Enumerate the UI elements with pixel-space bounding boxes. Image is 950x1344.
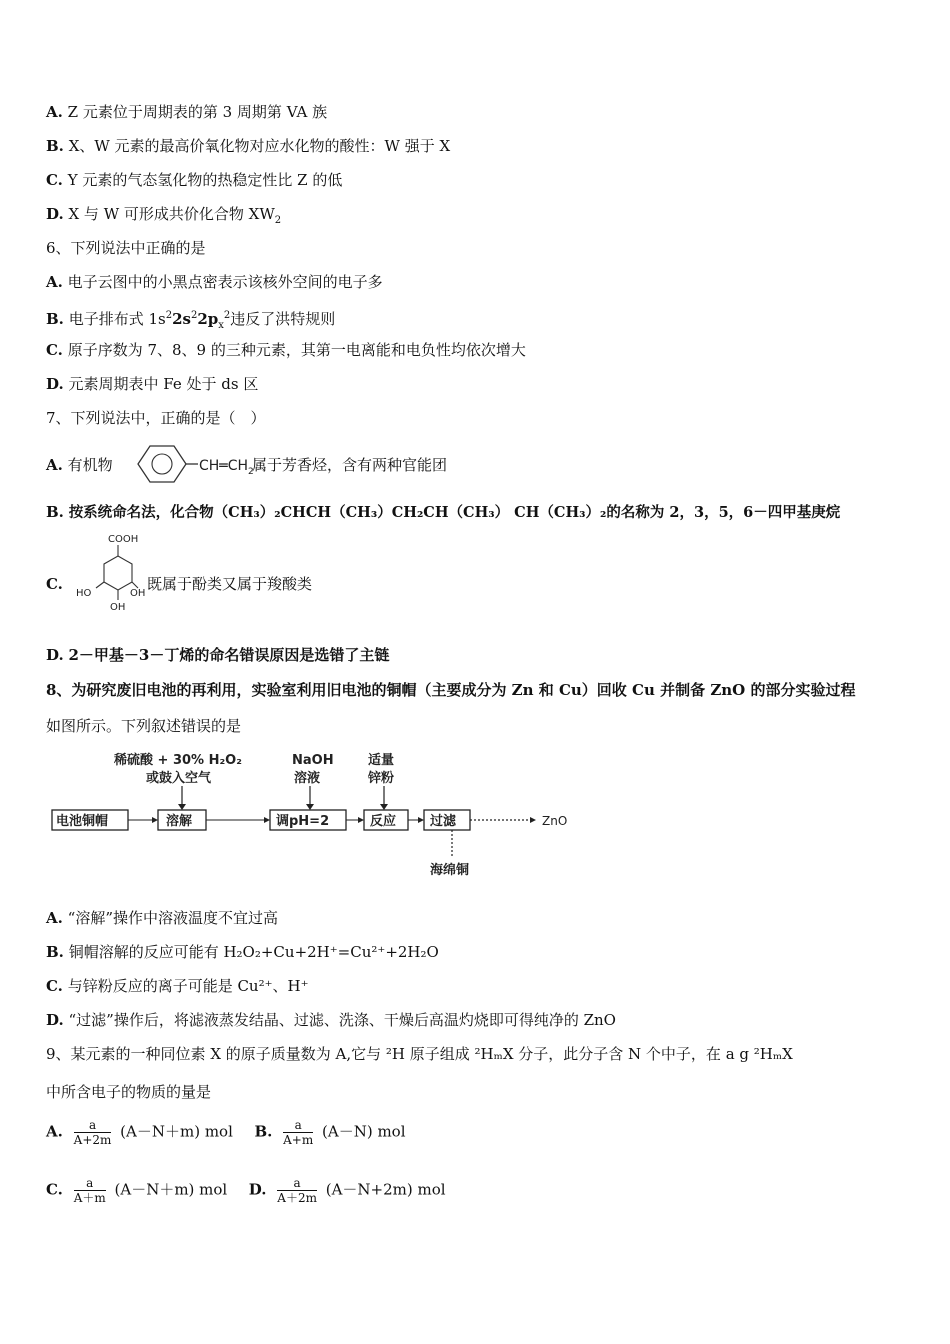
option-text bbox=[68, 310, 336, 331]
aromatic-circle bbox=[152, 454, 172, 474]
option-label: A. bbox=[46, 456, 63, 474]
option-text: Y 元素的气态氢化物的热稳定性比 Z 的低 bbox=[67, 171, 343, 189]
option-label: C. bbox=[46, 977, 63, 995]
numerator: a bbox=[74, 1118, 112, 1133]
numerator: a bbox=[283, 1118, 313, 1133]
text-part: 2s bbox=[172, 310, 191, 328]
arrowhead bbox=[358, 817, 364, 823]
q6-stem: 6、下列说法中正确的是 bbox=[46, 239, 206, 257]
option-label: D. bbox=[46, 646, 64, 664]
q7-option-b bbox=[46, 502, 840, 523]
numerator: a bbox=[277, 1176, 317, 1191]
denominator: A+m bbox=[283, 1133, 314, 1147]
arrowhead bbox=[418, 817, 424, 823]
q6-option-d bbox=[46, 374, 258, 394]
option-label: B. bbox=[254, 1122, 273, 1141]
option-label: D. bbox=[46, 375, 64, 393]
option-text: 铜帽溶解的反应可能有 H₂O₂+Cu+2H⁺=Cu²⁺+2H₂O bbox=[68, 943, 439, 961]
arrowhead bbox=[264, 817, 270, 823]
option-label: C. bbox=[46, 341, 63, 359]
oh-bottom-label: OH bbox=[110, 602, 126, 613]
option-text: Z 元素位于周期表的第 3 周期第 VA 族 bbox=[67, 103, 328, 121]
q8-stem-line1: 8、为研究废旧电池的再利用，实验室利用旧电池的铜帽（主要成分为 Zn 和 Cu）回收 Cu 并制备 ZnO 的部分实验过程 bbox=[46, 681, 856, 699]
option-text: (A－N+2m) mol bbox=[325, 1180, 446, 1199]
option-text: 电子云图中的小黑点密表示该核外空间的电子多 bbox=[67, 273, 383, 291]
byproduct-label: 海绵铜 bbox=[430, 863, 470, 878]
option-label: A. bbox=[46, 1122, 63, 1141]
q6-option-b bbox=[46, 306, 335, 336]
option-text: “溶解”操作中溶液温度不宜过高 bbox=[67, 909, 278, 927]
option-text: 按系统命名法，化合物（CH₃）₂CHCH（CH₃）CH₂CH（CH₃） CH（CH₃）₂的名称为 2，3，5，6－四甲基庚烷 bbox=[68, 504, 841, 521]
text-part: 2p bbox=[197, 310, 219, 328]
option-label: D. bbox=[46, 1011, 64, 1029]
reagent3-line1: 适量 bbox=[368, 753, 395, 768]
ring bbox=[104, 556, 132, 590]
option-text: (A－N) mol bbox=[322, 1122, 406, 1141]
option-text: 与锌粉反应的离子可能是 Cu²⁺、H⁺ bbox=[67, 977, 309, 995]
superscript: 2 bbox=[223, 310, 231, 321]
ho-left-label: HO bbox=[76, 588, 92, 599]
styrene-structure bbox=[124, 440, 254, 488]
box-dissolve-label: 溶解 bbox=[166, 814, 193, 829]
bond bbox=[96, 582, 104, 588]
option-text: X 与 W 可形成共价化合物 XW bbox=[68, 205, 275, 223]
q6-option-c bbox=[46, 340, 526, 360]
subscript: 2 bbox=[274, 215, 282, 226]
box-adjust-ph-label: 调pH=2 bbox=[276, 814, 330, 829]
q9-options-cd bbox=[46, 1176, 446, 1205]
option-text: “过滤”操作后，将滤液蒸发结晶、过滤、洗涤、干燥后高温灼烧即可得纯净的 ZnO bbox=[68, 1011, 616, 1029]
option-label: A. bbox=[46, 909, 63, 927]
superscript: 2 bbox=[190, 310, 198, 321]
benzene-ring bbox=[138, 446, 186, 482]
option-label: B. bbox=[46, 310, 64, 328]
option-label: B. bbox=[46, 503, 64, 521]
option-label: D. bbox=[46, 205, 64, 223]
fraction bbox=[74, 1118, 112, 1147]
q9-stem-line1: 9、某元素的一种同位素 X 的原子质量数为 A,它与 ²H 原子组成 ²HₘX 分子，此分子含 N 个中子，在 a g ²HₘX bbox=[46, 1045, 793, 1063]
product-label: ZnO bbox=[542, 814, 568, 828]
q5-option-c bbox=[46, 170, 342, 190]
q5-option-b bbox=[46, 136, 450, 156]
q9-stem-line2: 中所含电子的物质的量是 bbox=[46, 1083, 212, 1101]
subscript: x bbox=[218, 320, 224, 331]
option-label: B. bbox=[46, 137, 64, 155]
q7-option-c-text: 既属于酚类又属于羧酸类 bbox=[147, 575, 313, 593]
reagent2-line2: 溶液 bbox=[294, 771, 321, 786]
option-label: D. bbox=[248, 1180, 267, 1199]
text-part: 电子排布式 1s bbox=[68, 310, 166, 328]
reagent1-line2: 或鼓入空气 bbox=[146, 771, 212, 786]
reagent2-line1: NaOH bbox=[292, 753, 334, 768]
vinyl-group: $CH═CH_2$ bbox=[199, 458, 254, 477]
option-text: 元素周期表中 Fe 处于 ds 区 bbox=[68, 375, 259, 393]
q8-option-d bbox=[46, 1010, 616, 1030]
option-text: 有机物 bbox=[67, 456, 113, 474]
q7-option-a-rest: 属于芳香烃，含有两种官能团 bbox=[252, 456, 448, 474]
arrowhead bbox=[306, 804, 314, 810]
q7-option-a bbox=[46, 455, 113, 475]
phenol-acid-structure bbox=[72, 532, 148, 614]
q6-option-a bbox=[46, 272, 383, 292]
q9-options-ab bbox=[46, 1118, 406, 1147]
box-filter-label: 过滤 bbox=[430, 814, 457, 829]
oh-right-label: OH bbox=[130, 588, 146, 599]
q7-stem: 7、下列说法中，正确的是（ ） bbox=[46, 409, 266, 427]
option-label: A. bbox=[46, 103, 63, 121]
box-react-label: 反应 bbox=[370, 814, 397, 829]
box-battery-cap-label: 电池铜帽 bbox=[56, 814, 109, 829]
option-label: C. bbox=[46, 1180, 63, 1199]
text-part: 违反了洪特规则 bbox=[230, 310, 336, 328]
denominator: A＋2m bbox=[277, 1191, 317, 1205]
q8-option-c bbox=[46, 976, 309, 996]
option-text: (A－N＋m) mol bbox=[120, 1122, 233, 1141]
q7-option-c-label bbox=[46, 574, 63, 594]
cooh-label: COOH bbox=[108, 534, 139, 545]
denominator: A+2m bbox=[73, 1133, 112, 1147]
reagent1-line1: 稀硫酸 + 30% H₂O₂ bbox=[114, 753, 242, 768]
option-text: (A－N＋m) mol bbox=[114, 1180, 228, 1199]
option-text: X、W 元素的最高价氧化物对应水化物的酸性：W 强于 X bbox=[68, 137, 451, 155]
superscript: 2 bbox=[165, 310, 173, 321]
arrowhead bbox=[530, 817, 536, 823]
option-label: A. bbox=[46, 273, 63, 291]
option-label: B. bbox=[46, 943, 64, 961]
q8-option-a bbox=[46, 908, 278, 928]
option-label: C. bbox=[46, 171, 63, 189]
q5-option-d bbox=[46, 204, 281, 231]
arrowhead bbox=[178, 804, 186, 810]
q8-option-b bbox=[46, 942, 439, 962]
option-text: 原子序数为 7、8、9 的三种元素，其第一电离能和电负性均依次增大 bbox=[67, 341, 526, 359]
arrowhead bbox=[152, 817, 158, 823]
fraction bbox=[277, 1176, 317, 1205]
flow-diagram bbox=[46, 748, 586, 882]
denominator: A＋m bbox=[73, 1191, 106, 1205]
q7-option-d bbox=[46, 645, 389, 665]
numerator: a bbox=[74, 1176, 106, 1191]
q8-stem-line2: 如图所示。下列叙述错误的是 bbox=[46, 717, 242, 735]
reagent3-line2: 锌粉 bbox=[368, 771, 395, 786]
fraction bbox=[283, 1118, 313, 1147]
option-text: 2－甲基－3－丁烯的命名错误原因是选错了主链 bbox=[68, 646, 390, 664]
arrowhead bbox=[380, 804, 388, 810]
q5-option-a bbox=[46, 102, 327, 122]
fraction bbox=[74, 1176, 106, 1205]
option-label: C. bbox=[46, 575, 63, 593]
